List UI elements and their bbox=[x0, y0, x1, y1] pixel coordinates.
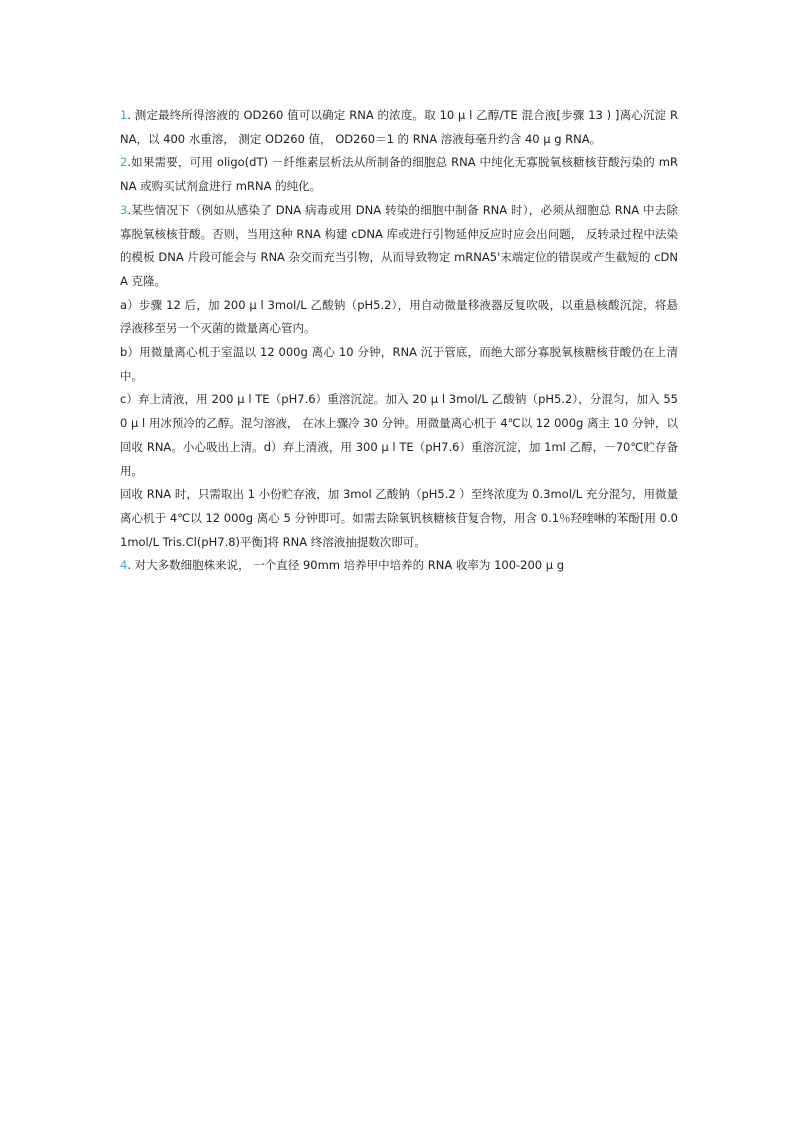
paragraph-number: 4 bbox=[120, 558, 128, 573]
paragraph-1 bbox=[120, 104, 678, 151]
paragraph-text: b）用微量离心机于室温以 12 000g 离心 10 分钟，RNA 沉于管底，而绝大部分寡脱氧核糖核苷酸仍在上清中。 bbox=[120, 345, 678, 383]
paragraph-text: 回收 RNA 时，只需取出 1 小份贮存液，加 3mol 乙酸钠（pH5.2 ）至终浓度为 0.3mol/L 充分混匀，用微量离心机于 4℃以 12 000g 离心 5 分钟即可。如需去除氧钒核糖核苷复合物，用含 0.1％羟喹啉的苯酚[用 0.01mol/L Tris.Cl(pH7.8)平衡]将 RNA 终溶液抽提数次即可。 bbox=[120, 487, 678, 549]
paragraph-recovery bbox=[120, 483, 678, 554]
paragraph-4 bbox=[120, 554, 678, 578]
paragraph-step-a bbox=[120, 294, 678, 341]
paragraph-text: . 测定最终所得溶液的 OD260 值可以确定 RNA 的浓度。取 10 μ l 乙醇/TE 混合液[步骤 13 ) ]离心沉淀 RNA，以 400 水重溶， 测定 OD260 值， OD260＝1 的 RNA 溶液每毫升约含 40 μ g RNA。 bbox=[120, 108, 678, 146]
paragraph-text: a）步骤 12 后，加 200 μ l 3mol/L 乙酸钠（pH5.2），用自动微量移液器反复吹吸，以重悬核酸沉淀，将悬浮液移至另一个灭菌的微量离心管内。 bbox=[120, 297, 678, 336]
paragraph-text: . 对大多数细胞株来说， 一个直径 90mm 培养甲中培养的 RNA 收率为 100-200 μ g bbox=[127, 558, 565, 573]
paragraph-number: 3 bbox=[120, 202, 128, 217]
paragraph-number: 2 bbox=[120, 155, 128, 170]
paragraph-text: c）弃上清液，用 200 μ l TE（pH7.6）重溶沉淀。加入 20 μ l 3mol/L 乙酸钠（pH5.2），分混匀，加入 550 μ l 用冰预冷的乙醇。混匀溶液， 在冰上骤冷 30 分钟。用微量离心机于 4℃以 12 000g 离主 10 分钟，以回收 RNA。小心吸出上清。d）弃上清液，用 300 μ l TE（pH7.6）重溶沉淀，加 1ml 乙醇，－70℃贮存备用。 bbox=[120, 392, 678, 478]
paragraph-3 bbox=[120, 199, 678, 294]
paragraph-step-b bbox=[120, 341, 678, 388]
document-body bbox=[120, 104, 678, 578]
paragraph-text: .某些情况下（例如从感染了 DNA 病毒或用 DNA 转染的细胞中制备 RNA 时），必须从细胞总 RNA 中去除寡脱氧核核苷酸。否则，当用这种 RNA 构建 cDNA 库或进行引物延伸反应时应会出问题， 反转录过程中法染的模板 DNA 片段可能会与 RNA 杂交而充当引物，从而导致物定 mRNA5'末端定位的错误或产生截短的 cDNA 克隆。 bbox=[120, 202, 678, 288]
paragraph-text: .如果需要，可用 oligo(dT) －纤维素层析法从所制备的细胞总 RNA 中纯化无寡脱氧核糖核苷酸污染的 mRNA 或购买试剂盒进行 mRNA 的纯化。 bbox=[120, 155, 678, 194]
paragraph-number: 1 bbox=[120, 108, 128, 122]
paragraph-step-c bbox=[120, 388, 678, 483]
paragraph-2 bbox=[120, 151, 678, 198]
